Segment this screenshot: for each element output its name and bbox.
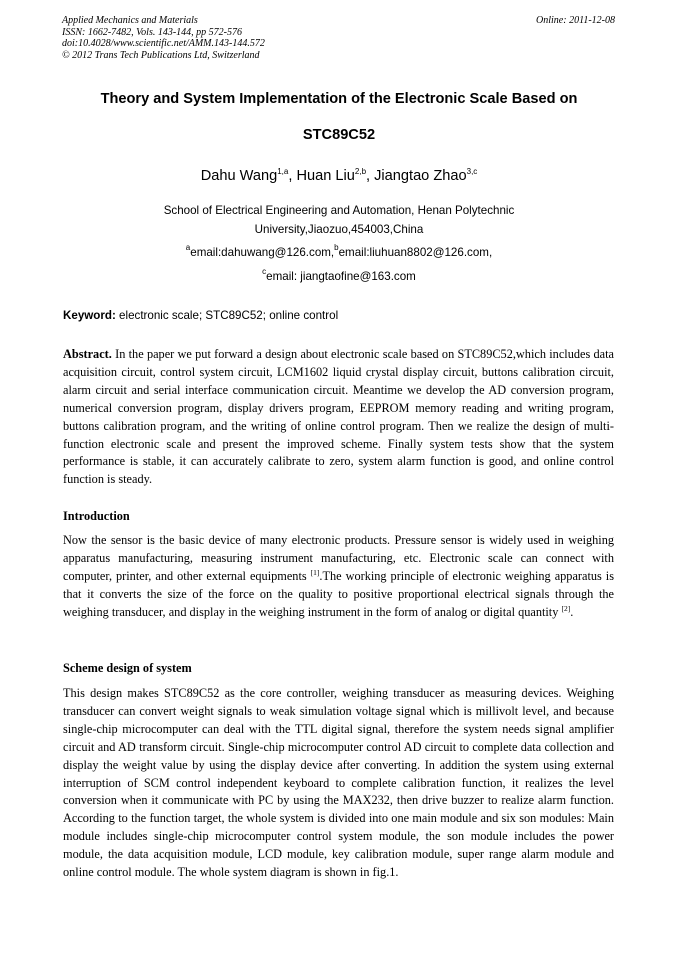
author-name: Jiangtao Zhao — [374, 168, 467, 184]
affiliation-line-2: University,Jiaozuo,454003,China — [254, 223, 424, 236]
keyword-label: Keyword: — [63, 309, 116, 322]
email-line — [60, 243, 618, 259]
introduction-paragraph — [63, 532, 614, 622]
introduction-text: .The working principle of electronic weighing apparatus is that it converts the size of the force on the quality to positive proportional electrical signals through the weighing transducer, and display in the weighing instrument in the form of analog or digital quantity — [63, 568, 615, 619]
paper-title-line-1: Theory and System Implementation of the Electronic Scale Based on — [100, 91, 578, 107]
section-heading-scheme: Scheme design of system — [63, 661, 192, 675]
keywords — [63, 309, 615, 322]
email-mark: c — [262, 267, 267, 276]
abstract-paragraph — [63, 346, 614, 489]
keyword-text: electronic scale; STC89C52; online control — [115, 309, 339, 322]
email-a: email:dahuwang@126.com, — [190, 246, 335, 259]
email-c: email: jiangtaofine@163.com — [266, 270, 416, 283]
journal-name: Applied Mechanics and Materials — [62, 15, 198, 26]
author-name: Dahu Wang — [200, 168, 278, 184]
introduction-text: . — [570, 604, 574, 619]
online-date: Online: 2011-12-08 — [536, 15, 615, 26]
abstract-label: Abstract. — [63, 347, 112, 361]
doi-line: doi:10.4028/www.scientific.net/AMM.143-144.572 — [62, 38, 265, 50]
author-affiliation-mark: 2,b — [354, 167, 367, 176]
email-b: email:liuhuan8802@126.com, — [338, 246, 493, 259]
email-line-2 — [60, 267, 618, 283]
author-affiliation-mark: 1,a — [277, 167, 289, 176]
email-mark: b — [334, 243, 339, 252]
scheme-paragraph: This design makes STC89C52 as the core controller, weighing transducer as measuring devices. Weighing transducer can convert weight signals to weak simulation voltage signal which is millivolt level, and because single-chip microcomputer can deal with the TTL digital signal, therefore the system needs signal amplifier circuit and AD transform circuit. Single-chip microcomputer control AD circuit to complete data collection and display the weight value by using the display device after converting. In addition the system using external interruption of SCM control independent keyboard to complete calibration function, it realizes the level conversion when it communicate with PC by using the MAX232, then drive buzzer to realize alarm function. According to the function target, the whole system is divided into one main module and six son modules: Main module includes single-chip microcomputer control system module, the son module includes the power module, the data acquisition module, LCD module, key calibration module, super range alarm module and online control module. The whole system diagram is shown in fig.1. — [63, 686, 614, 880]
journal-header — [62, 15, 265, 61]
author-affiliation-mark: 3,c — [466, 167, 478, 176]
introduction-text: Now the sensor is the basic device of many electronic products. Pressure sensor is widely used in weighing apparatus manufacturing, measuring instrument manufacturing, etc. Electronic scale can connect with computer, printer, and other external equipments — [63, 533, 614, 583]
citation-ref: [2] — [561, 603, 571, 613]
abstract-text: In the paper we put forward a design about electronic scale based on STC89C52,which includes data acquisition circuit, control system circuit, LCM1602 liquid crystal display circuit, buttons calibration circuit, alarm circuit and serial interface communication circuit. Meantime we develop the AD conversion program, numerical conversion program, display drivers program, EEPROM memory reading and writing program, buttons calibration program, and the writing of online control program. Then we realize the design of multi-function electronic scale and present the improved scheme. Finally system tests show that the system performance is stable, it can accurately calibrate to zero, system alarm function is good, and online control function is steady. — [63, 347, 614, 487]
citation-ref: [1] — [310, 567, 320, 577]
section-heading-introduction: Introduction — [63, 509, 130, 523]
affiliation-line-1: School of Electrical Engineering and Automation, Henan Polytechnic — [163, 204, 515, 217]
paper-title-line-2: STC89C52 — [302, 127, 376, 143]
copyright-line: © 2012 Trans Tech Publications Ltd, Switzerland — [62, 49, 260, 61]
author-name: Huan Liu — [296, 168, 355, 184]
author-list: Dahu Wang$^{1,a}$, Huan Liu$^{2,b}$, Jiangtao Zhao$^{3,c}$ — [200, 167, 478, 184]
issn-line: ISSN: 1662-7482, Vols. 143-144, pp 572-576 — [62, 26, 242, 38]
email-mark: a — [185, 243, 191, 252]
